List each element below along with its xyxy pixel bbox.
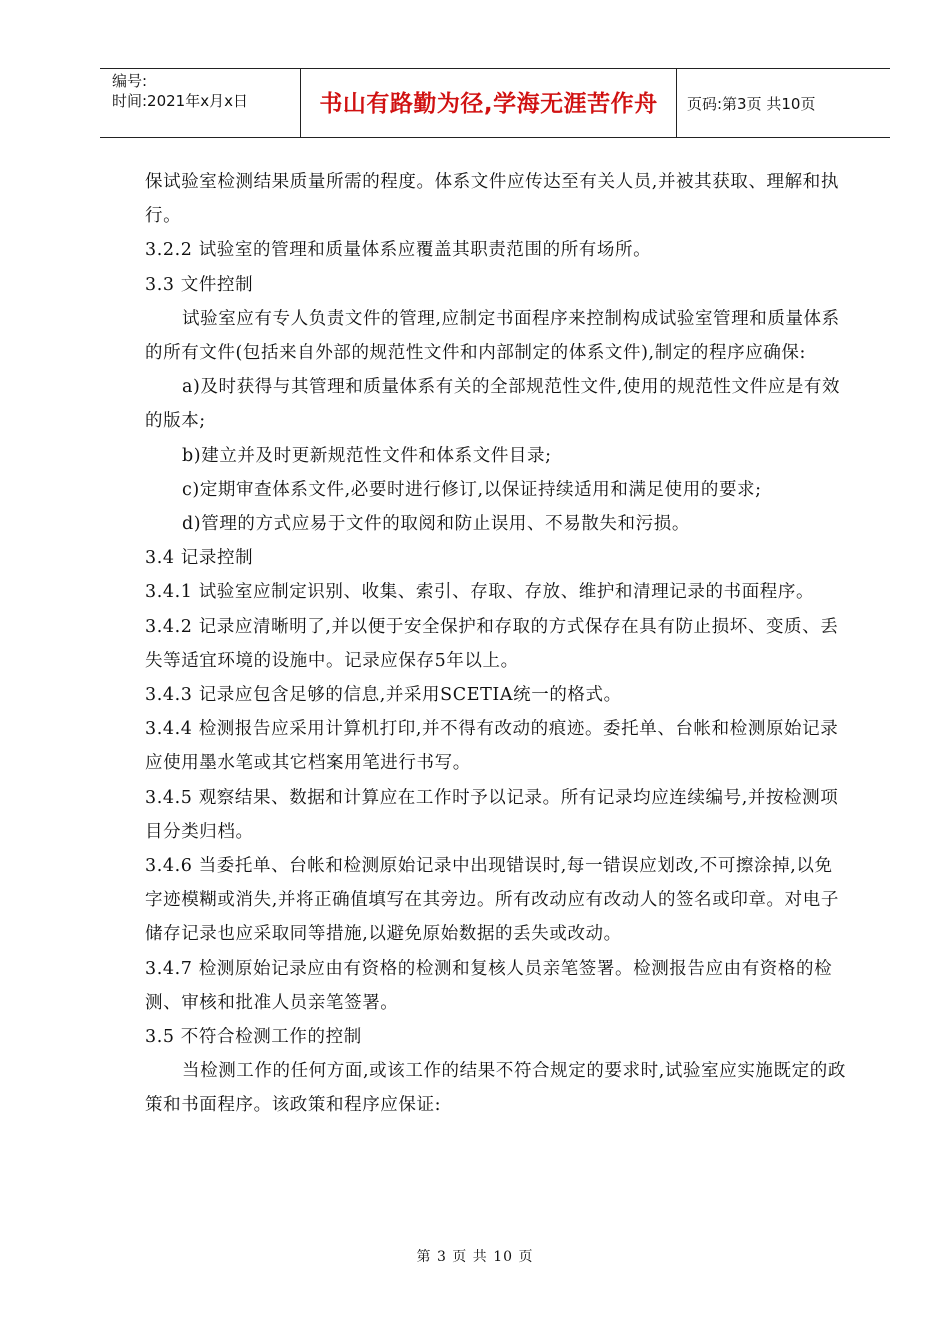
header-page-cell [677, 69, 890, 137]
document-number-label: 编号: [112, 72, 148, 90]
body-paragraph: 试验室应有专人负责文件的管理,应制定书面程序来控制构成试验室管理和质量体系的所有文件(包括来自外部的规范性文件和内部制定的体系文件),制定的程序应确保: [145, 308, 840, 364]
body-paragraph: 当检测工作的任何方面,或该工作的结果不符合规定的要求时,试验室应实施既定的政策和书面程序。该政策和程序应保证: [145, 1061, 846, 1116]
section-3-4-7: 3.4.7 检测原始记录应由有资格的检测和复核人员亲笔签署。检测报告应由有资格的检测、审核和批准人员亲笔签署。 [145, 958, 833, 1013]
section-3-4-6: 3.4.6 当委托单、台帐和检测原始记录中出现错误时,每一错误应划改,不可擦涂掉,以免字迹模糊或消失,并将正确值填写在其旁边。所有改动应有改动人的签名或印章。对电子储存记录也应采取同等措施,以避免原始数据的丢失或改动。 [145, 856, 839, 945]
header-meta-cell [100, 69, 301, 137]
section-3-4-1: 3.4.1 试验室应制定识别、收集、索引、存取、存放、维护和清理记录的书面程序。 [145, 582, 815, 603]
list-item-c: c)定期审查体系文件,必要时进行修订,以保证持续适用和满足使用的要求; [182, 479, 762, 500]
document-date-label: 时间:2021年x月x日 [112, 92, 248, 110]
section-3-4-3: 3.4.3 记录应包含足够的信息,并采用SCETIA统一的格式。 [145, 685, 622, 706]
list-item-a: a)及时获得与其管理和质量体系有关的全部规范性文件,使用的规范性文件应是有效的版本; [145, 377, 841, 432]
section-heading-3-3: 3.3 文件控制 [145, 274, 254, 295]
document-body [145, 165, 850, 1123]
header-motto: 书山有路勤为径,学海无涯苦作舟 [319, 91, 658, 117]
page-footer: 第 3 页 共 10 页 [416, 1249, 534, 1265]
section-3-4-4: 3.4.4 检测报告应采用计算机打印,并不得有改动的痕迹。委托单、台帐和检测原始记录应使用墨水笔或其它档案用笔进行书写。 [145, 719, 839, 774]
section-3-4-2: 3.4.2 记录应清晰明了,并以便于安全保护和存取的方式保存在具有防止损坏、变质、丢失等适宜环境的设施中。记录应保存5年以上。 [145, 616, 839, 671]
list-item-d: d)管理的方式应易于文件的取阅和防止误用、不易散失和污损。 [182, 514, 690, 535]
header-motto-cell [301, 69, 677, 137]
document-header [100, 68, 890, 138]
list-item-b: b)建立并及时更新规范性文件和体系文件目录; [182, 445, 552, 466]
section-3-4-5: 3.4.5 观察结果、数据和计算应在工作时予以记录。所有记录均应连续编号,并按检测项目分类归档。 [145, 787, 839, 842]
section-heading-3-5: 3.5 不符合检测工作的控制 [145, 1027, 362, 1048]
header-page-info: 页码:第3页 共10页 [687, 95, 816, 113]
body-paragraph: 保试验室检测结果质量所需的程度。体系文件应传达至有关人员,并被其获取、理解和执行。 [145, 172, 839, 227]
section-3-2-2: 3.2.2 试验室的管理和质量体系应覆盖其职责范围的所有场所。 [145, 240, 652, 261]
section-heading-3-4: 3.4 记录控制 [145, 548, 254, 569]
